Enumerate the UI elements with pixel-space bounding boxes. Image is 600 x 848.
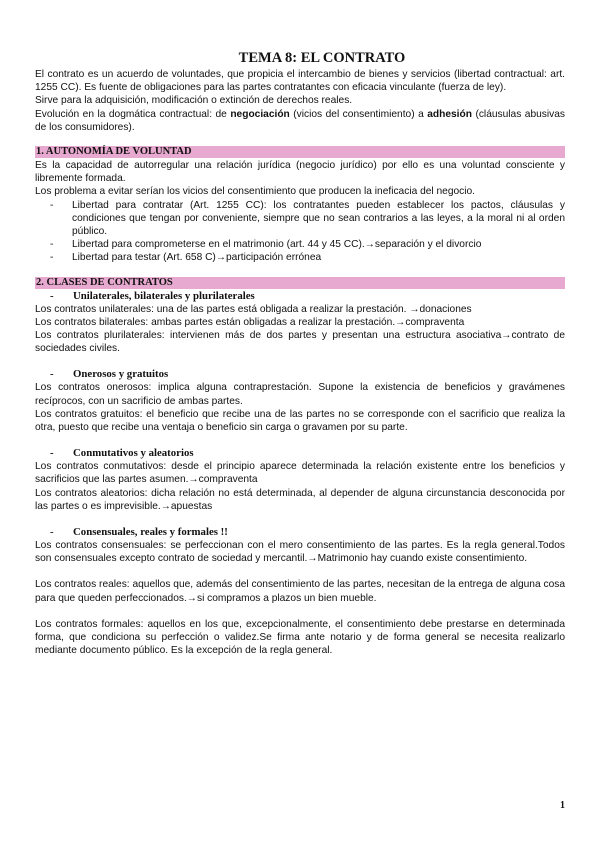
sub1-paragraph-1: Los contratos unilaterales: una de las partes está obligada a realizar la prestación. →donaciones	[35, 303, 472, 315]
section-heading-autonomia: 1. AUTONOMÍA DE VOLUNTAD	[35, 146, 565, 158]
spacer	[35, 605, 565, 618]
subheading-onerosos: - Onerosos y gratuitos	[35, 368, 565, 381]
sub1-paragraph-2: Los contratos bilaterales: ambas partes están obligadas a realizar la prestación.→compraventa	[35, 316, 465, 328]
list-item: - Libertad para comprometerse en el matrimonio (art. 44 y 45 CC).→separación y el divorcio	[35, 238, 565, 251]
spacer	[35, 565, 565, 578]
sub3-paragraph-1: Los contratos conmutativos: desde el principio aparece determinada la relación existente entre los beneficios y sacrificios que las partes asumen.→compraventa	[35, 461, 565, 486]
sub1-paragraph-3: Los contratos plurilaterales: intervienen más de dos partes y presentan una estructura asociativa→contrato de sociedades civiles.	[35, 330, 565, 355]
intro-p3-mid: (vicios del consentimiento) a	[289, 108, 428, 120]
intro-p3-bold-negociacion: negociación	[230, 108, 290, 120]
list-item: - Libertad para testar (Art. 658 C)→participación errónea	[35, 251, 565, 264]
section-heading-clases: 2. CLASES DE CONTRATOS	[35, 277, 565, 289]
intro-paragraph-3	[35, 108, 565, 134]
list-item: - Libertad para contratar (Art. 1255 CC): los contratantes pueden establecer los pactos, cláusulas y condiciones que tengan por conveniente, siempre que no sean contrarios a las leyes, a la moral ni al orden público.	[35, 199, 565, 239]
document-page	[35, 50, 565, 658]
document-title: TEMA 8: EL CONTRATO	[238, 50, 406, 66]
sub3-paragraph-2: Los contratos aleatorios: dicha relación no está determinada, al depender de alguna circunstancia desconocida por las partes o es imprevisible.→apuestas	[35, 487, 565, 512]
intro-paragraph-2: Sirve para la adquisición, modificación o extinción de derechos reales.	[35, 95, 353, 107]
intro-p3-pre: Evolución en la dogmática contractual: de	[35, 108, 231, 120]
sub2-paragraph-1: Los contratos onerosos: implica alguna contraprestación. Supone la existencia de beneficios y gravámenes recíprocos, con un sacrificio de ambas partes.	[35, 382, 565, 407]
page-number: 1	[560, 800, 565, 811]
section1-list	[35, 199, 565, 265]
sub4-paragraph-1: Los contratos consensuales: se perfeccionan con el mero consentimiento de las partes. Es la regla general.Todos son consensuales excepto contrato de sociedad y mercantil.→Matrimonio hay cuando existe consentimiento.	[35, 540, 565, 565]
intro-p3-bold-adhesion: adhesión	[427, 108, 472, 120]
subheading-conmutativos: - Conmutativos y aleatorios	[35, 447, 565, 460]
spacer	[35, 513, 565, 526]
section1-paragraph-2: Los problema a evitar serían los vicios del consentimiento que producen la ineficacia del negocio.	[35, 186, 476, 198]
intro-paragraph-1: El contrato es un acuerdo de voluntades, que propicia el intercambio de bienes y servicios (libertad contractual: art. 1255 CC). Es fuente de obligaciones para las partes contratantes con eficacia vinculante (fuerza de ley).	[35, 69, 565, 94]
subheading-consensuales: - Consensuales, reales y formales !!	[35, 526, 565, 539]
subheading-unilaterales: - Unilaterales, bilaterales y plurilaterales	[35, 290, 565, 303]
sub4-paragraph-2: Los contratos reales: aquellos que, además del consentimiento de las partes, necesitan de la entrega de alguna cosa para que queden perfeccionados.→si compramos a plazos un bien mueble.	[35, 579, 565, 604]
spacer	[35, 355, 565, 368]
sub2-paragraph-2: Los contratos gratuitos: el beneficio que recibe una de las partes no se corresponde con el sacrificio que realiza la otra, puesto que recibe una ventaja o beneficio sin carga o gravamen por su parte.	[35, 408, 565, 434]
section1-paragraph-1: Es la capacidad de autorregular una relación jurídica (negocio jurídico) por ello es una voluntad consciente y libremente formada.	[35, 160, 565, 185]
sub4-paragraph-3: Los contratos formales: aquellos en los que, excepcionalmente, el consentimiento debe prestarse en determinada forma, que condiciona su perfección o validez.Se firma ante notario y de forma general se necesita realizarlo mediante documento público. Es la excepción de la regla general.	[35, 618, 565, 657]
spacer	[35, 434, 565, 447]
intro-p3-post: (cláusulas abusivas de los consumidores).	[35, 108, 566, 133]
